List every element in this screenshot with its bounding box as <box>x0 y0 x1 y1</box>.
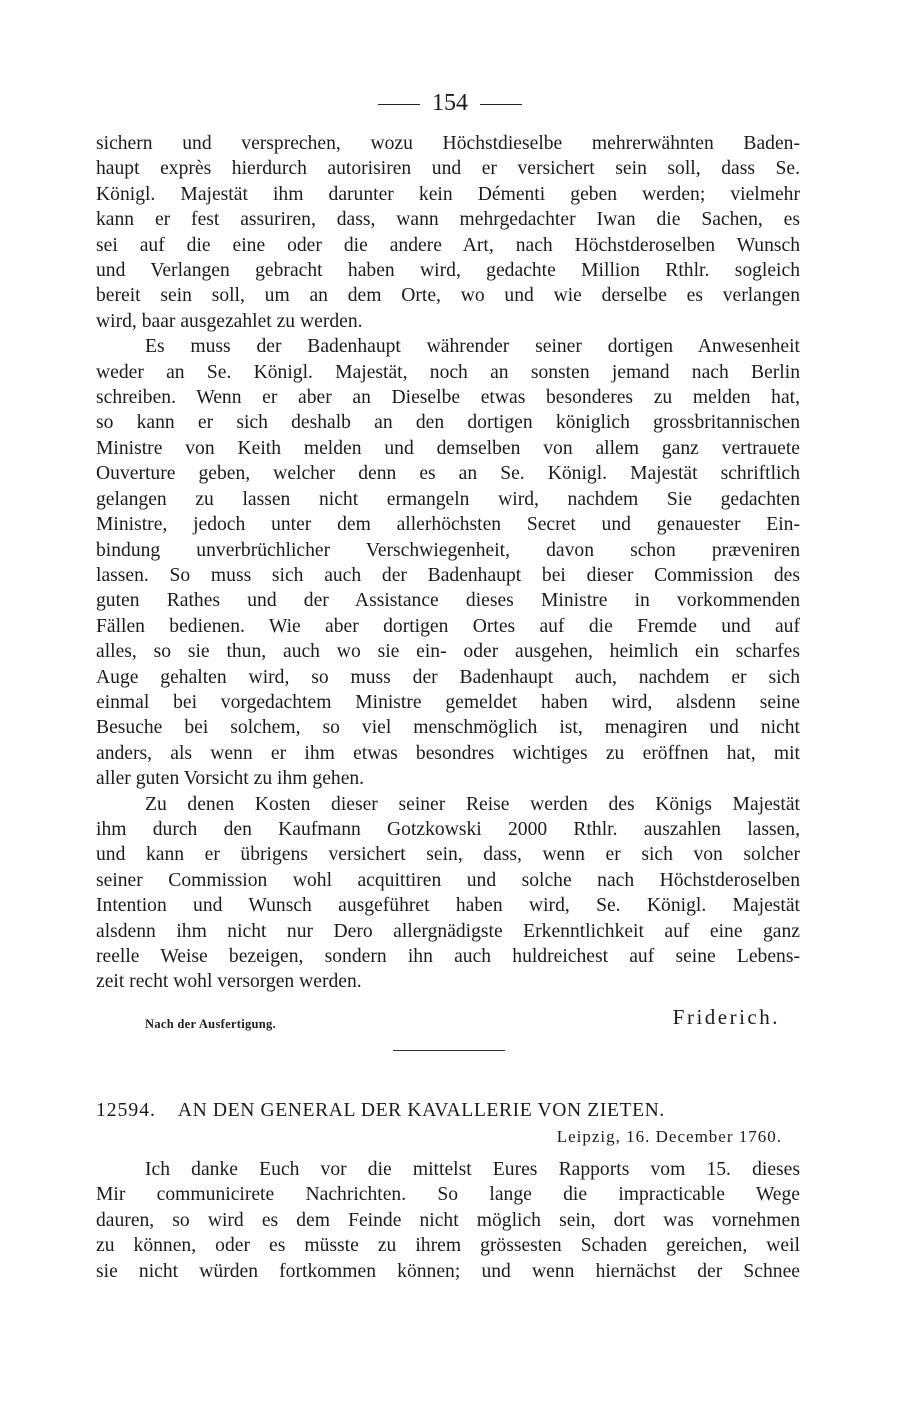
text-line: alsdenn ihm nicht nur Dero allergnädigste Erkenntlichkeit auf eine ganz <box>96 920 800 942</box>
header-dash-right <box>480 104 522 105</box>
text-line: Besuche bei solchem, so viel menschmöglich ist, menagiren und nicht <box>96 717 800 739</box>
text-line: Mir communicirete Nachrichten. So lange die impracticable Wege <box>96 1184 800 1206</box>
source-note: Nach der Ausfertigung. <box>145 1017 277 1031</box>
text-line: Es muss der Badenhaupt währender seiner dortigen Anwesenheit <box>145 336 800 358</box>
section-divider <box>393 1050 505 1051</box>
text-line: haupt exprès hierdurch autorisiren und er versichert sein soll, dass Se. <box>96 158 800 180</box>
text-line: sei auf die eine oder die andere Art, nach Höchstderoselben Wunsch <box>96 234 800 256</box>
signature: Friderich. <box>672 1005 780 1029</box>
text-line: lassen. So muss sich auch der Badenhaupt bei dieser Commission des <box>96 564 800 586</box>
text-line: sie nicht würden fortkommen können; und wenn hiernächst der Schnee <box>96 1260 800 1282</box>
text-line: aller guten Vorsicht zu ihm gehen. <box>96 768 365 790</box>
text-line: sichern und versprechen, wozu Höchstdieselbe mehrerwähnten Baden- <box>96 133 800 154</box>
text-line: reelle Weise bezeigen, sondern ihn auch huldreichest auf seine Lebens- <box>96 946 800 967</box>
letter-12593-body <box>96 131 800 995</box>
text-line: und Verlangen gebracht haben wird, gedachte Million Rthlr. sogleich <box>96 260 800 282</box>
text-line: Ministre von Keith melden und demselben von allem ganz vertrauete <box>96 437 800 459</box>
letter-dateline: Leipzig, 16. December 1760. <box>556 1127 782 1146</box>
page-number: 154 <box>432 90 468 116</box>
text-line: und kann er übrigens versichert sein, dass, wenn er sich von solcher <box>96 844 800 866</box>
letter-heading <box>96 1098 800 1124</box>
page-header <box>0 88 900 118</box>
text-line: ihm durch den Kaufmann Gotzkowski 2000 Rthlr. auszahlen lassen, <box>96 818 800 840</box>
header-dash-left <box>378 104 420 105</box>
text-line: bereit sein soll, um an dem Orte, wo und wie derselbe es verlangen <box>96 285 800 307</box>
text-line: schreiben. Wenn er aber an Dieselbe etwas besonderes zu melden hat, <box>96 387 800 409</box>
text-line: einmal bei vorgedachtem Ministre gemeldet haben wird, alsdenn seine <box>96 691 800 713</box>
signature-row <box>145 1005 780 1035</box>
text-line: bindung unverbrüchlicher Verschwiegenheit, davon schon præveniren <box>96 539 800 561</box>
text-line: dauren, so wird es dem Feinde nicht möglich sein, dort was vornehmen <box>96 1209 800 1231</box>
text-line: guten Rathes und der Assistance dieses Ministre in vorkommenden <box>96 590 800 612</box>
text-line: Ministre, jedoch unter dem allerhöchsten Secret und genauester Ein- <box>96 514 800 536</box>
text-line: alles, so sie thun, auch wo sie ein- oder ausgehen, heimlich ein scharfes <box>96 641 800 663</box>
text-line: kann er fest assuriren, dass, wann mehrgedachter Iwan die Sachen, es <box>96 209 800 231</box>
text-line: Königl. Majestät ihm darunter kein Démenti geben werden; vielmehr <box>96 183 800 205</box>
text-line: zeit recht wohl versorgen werden. <box>96 971 362 993</box>
text-line: Zu denen Kosten dieser seiner Reise werden des Königs Majestät <box>145 793 800 815</box>
text-line: Fällen bedienen. Wie aber dortigen Ortes auf die Fremde und auf <box>96 615 800 637</box>
letter-number: 12594. <box>96 1100 156 1121</box>
letter-12594-body <box>96 1157 800 1284</box>
text-line: zu können, oder es müsste zu ihrem grössesten Schaden gereichen, weil <box>96 1235 800 1257</box>
text-line: Intention und Wunsch ausgeführet haben wird, Se. Königl. Majestät <box>96 895 800 917</box>
text-line: Ich danke Euch vor die mittelst Eures Rapports vom 15. dieses <box>145 1159 800 1180</box>
letter-title: AN DEN GENERAL DER KAVALLERIE VON ZIETEN. <box>177 1100 665 1121</box>
text-line: wird, baar ausgezahlet zu werden. <box>96 310 363 332</box>
text-line: gelangen zu lassen nicht ermangeln wird, nachdem Sie gedachten <box>96 488 800 510</box>
text-line: Ouverture geben, welcher denn es an Se. Königl. Majestät schriftlich <box>96 463 800 485</box>
text-line: Auge gehalten wird, so muss der Badenhaupt auch, nachdem er sich <box>96 666 800 688</box>
text-line: anders, als wenn er ihm etwas besondres wichtiges zu eröffnen hat, mit <box>96 742 800 764</box>
text-line: weder an Se. Königl. Majestät, noch an sonsten jemand nach Berlin <box>96 361 800 383</box>
text-line: seiner Commission wohl acquittiren und solche nach Höchstderoselben <box>96 869 800 891</box>
text-line: so kann er sich deshalb an den dortigen königlich grossbritannischen <box>96 412 800 434</box>
